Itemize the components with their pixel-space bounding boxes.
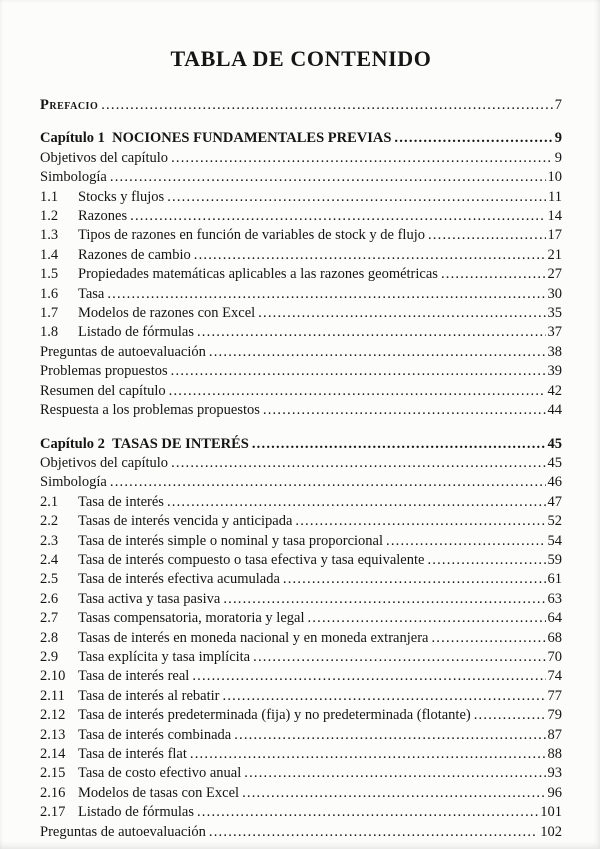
entry-label: Tasa de interés bbox=[78, 493, 164, 510]
entry-label: Simbología bbox=[40, 474, 107, 491]
page-number: 54 bbox=[547, 532, 562, 549]
page-number: 68 bbox=[547, 629, 562, 646]
dot-leader bbox=[234, 726, 545, 745]
entry-number: 2.5 bbox=[40, 571, 59, 588]
entry-number: 1.5 bbox=[40, 266, 59, 283]
dot-leader bbox=[263, 401, 546, 420]
entry-label: Preguntas de autoevaluación bbox=[40, 823, 206, 840]
entry-number: 2.10 bbox=[40, 668, 66, 685]
toc-entry bbox=[40, 168, 562, 187]
dot-leader bbox=[101, 96, 553, 115]
entry-number: 2.2 bbox=[40, 513, 59, 530]
entry-label: Tasa de interés compuesto o tasa efectiva y tasa equivalente bbox=[78, 551, 425, 568]
toc-entry bbox=[40, 803, 562, 822]
page-number: 37 bbox=[547, 324, 562, 341]
dot-leader bbox=[223, 590, 545, 609]
entry-label: Tasa bbox=[78, 285, 105, 302]
page-number: 74 bbox=[547, 668, 562, 685]
page-number: 45 bbox=[547, 454, 562, 471]
entry-label: Tasa de interés real bbox=[78, 668, 190, 685]
dot-leader bbox=[253, 648, 545, 667]
entry-label: Objetivos del capítulo bbox=[40, 454, 169, 471]
page-number: 102 bbox=[540, 823, 562, 840]
entry-number: 2.8 bbox=[40, 629, 59, 646]
entry-number: 2.13 bbox=[40, 726, 66, 743]
entry-number: 2.6 bbox=[40, 590, 59, 607]
dot-leader bbox=[209, 343, 546, 362]
page-number: 35 bbox=[547, 305, 562, 322]
toc-entry bbox=[40, 667, 562, 686]
toc-entry bbox=[40, 764, 562, 783]
page-number: 70 bbox=[547, 648, 562, 665]
entry-label: Tasa de interés efectiva acumulada bbox=[78, 571, 280, 588]
entry-number: 1.2 bbox=[40, 208, 59, 225]
entry-label: Problemas propuestos bbox=[40, 363, 168, 380]
dot-leader bbox=[190, 745, 546, 764]
dot-leader bbox=[295, 512, 545, 531]
dot-leader bbox=[167, 188, 546, 207]
entry-label: Modelos de razones con Excel bbox=[78, 305, 256, 322]
toc-entry bbox=[40, 745, 562, 764]
toc-entry bbox=[40, 823, 562, 842]
dot-leader bbox=[167, 493, 546, 512]
entry-number: 2.1 bbox=[40, 493, 59, 510]
page-number: 38 bbox=[547, 343, 562, 360]
entry-label: Listado de fórmulas bbox=[78, 324, 194, 341]
entry-label: Tasas de interés en moneda nacional y en moneda extranjera bbox=[78, 629, 429, 646]
entry-label: Tasa de interés simple o nominal y tasa proporcional bbox=[78, 532, 384, 549]
entry-number: 2.3 bbox=[40, 532, 59, 549]
page-title: TABLA DE CONTENIDO bbox=[170, 46, 432, 71]
dot-leader bbox=[307, 609, 545, 628]
toc-entry bbox=[40, 401, 562, 420]
page-number: 87 bbox=[547, 726, 562, 743]
page-number: 14 bbox=[547, 208, 562, 225]
entry-label: Capítulo 1 NOCIONES FUNDAMENTALES PREVIAS bbox=[40, 130, 392, 147]
entry-number: 1.4 bbox=[40, 246, 59, 263]
dot-leader bbox=[474, 706, 546, 725]
entry-label: Tasas de interés vencida y anticipada bbox=[78, 513, 293, 530]
entry-number: 2.17 bbox=[40, 804, 66, 821]
entry-label: Tasa explícita y tasa implícita bbox=[78, 648, 251, 665]
page-number: 47 bbox=[547, 493, 562, 510]
toc-entry bbox=[40, 648, 562, 667]
dot-leader bbox=[431, 629, 545, 648]
dot-leader bbox=[394, 129, 552, 148]
entry-label: Modelos de tasas con Excel bbox=[78, 784, 240, 801]
entry-number: 2.11 bbox=[40, 687, 65, 704]
toc-entry bbox=[40, 362, 562, 381]
dot-leader bbox=[192, 667, 545, 686]
entry-label: Propiedades matemáticas aplicables a las razones geométricas bbox=[78, 266, 438, 283]
page-number: 59 bbox=[547, 551, 562, 568]
entry-number: 2.12 bbox=[40, 707, 66, 724]
toc-entry bbox=[40, 706, 562, 725]
toc-chapter-entry bbox=[40, 435, 562, 454]
page-number: 64 bbox=[547, 610, 562, 627]
dot-leader bbox=[252, 435, 546, 454]
dot-leader bbox=[110, 168, 546, 187]
toc-entry bbox=[40, 285, 562, 304]
dot-leader bbox=[441, 265, 546, 284]
toc-entry bbox=[40, 96, 562, 115]
toc-entry bbox=[40, 784, 562, 803]
entry-label: Tipos de razones en función de variables de stock y de flujo bbox=[78, 227, 425, 244]
entry-label: Simbología bbox=[40, 169, 107, 186]
page-number: 42 bbox=[547, 382, 562, 399]
dot-leader bbox=[130, 207, 545, 226]
toc-entry bbox=[40, 570, 562, 589]
page-number: 52 bbox=[547, 513, 562, 530]
entry-label: Preguntas de autoevaluación bbox=[40, 343, 206, 360]
page-number: 7 bbox=[554, 97, 562, 113]
toc-entry bbox=[40, 304, 562, 323]
page-number: 9 bbox=[554, 149, 562, 166]
toc-entry bbox=[40, 551, 562, 570]
entry-number: 1.6 bbox=[40, 285, 59, 302]
dot-leader bbox=[283, 570, 546, 589]
entry-number: 1.8 bbox=[40, 324, 59, 341]
dot-leader bbox=[110, 473, 546, 492]
toc-entry bbox=[40, 226, 562, 245]
entry-number: 1.7 bbox=[40, 305, 59, 322]
page-number: 61 bbox=[547, 571, 562, 588]
toc-entry bbox=[40, 629, 562, 648]
entry-number: 2.16 bbox=[40, 784, 66, 801]
dot-leader bbox=[197, 803, 538, 822]
dot-leader bbox=[197, 323, 546, 342]
entry-number: 1.3 bbox=[40, 227, 59, 244]
dot-leader bbox=[242, 784, 545, 803]
entry-label: Capítulo 2 TASAS DE INTERÉS bbox=[40, 435, 249, 452]
page-number: 77 bbox=[547, 687, 562, 704]
page-number: 79 bbox=[547, 707, 562, 724]
page-number: 17 bbox=[547, 227, 562, 244]
dot-leader bbox=[169, 382, 546, 401]
page-number: 44 bbox=[547, 402, 562, 419]
entry-number: 2.14 bbox=[40, 746, 66, 762]
toc-entry bbox=[40, 265, 562, 284]
dot-leader bbox=[223, 687, 546, 706]
toc-entry bbox=[40, 454, 562, 473]
toc-entry bbox=[40, 343, 562, 362]
page-number: 30 bbox=[547, 285, 562, 302]
toc-entry bbox=[40, 532, 562, 551]
toc-entry bbox=[40, 207, 562, 226]
entry-label: Razones de cambio bbox=[78, 246, 191, 263]
toc-entry bbox=[40, 323, 562, 342]
page-number: 88 bbox=[547, 746, 562, 762]
entry-label: Tasa activa y tasa pasiva bbox=[78, 590, 221, 607]
dot-leader bbox=[386, 532, 545, 551]
toc-chapter-entry bbox=[40, 129, 562, 148]
toc-entry bbox=[40, 687, 562, 706]
toc-entry bbox=[40, 149, 562, 168]
entry-number: 1.1 bbox=[40, 188, 59, 205]
toc-entry bbox=[40, 188, 562, 207]
dot-leader bbox=[194, 246, 546, 265]
entry-label: Tasas compensatoria, moratoria y legal bbox=[78, 610, 305, 627]
entry-number: 2.9 bbox=[40, 648, 59, 665]
dot-leader bbox=[427, 551, 545, 570]
entry-label: Tasa de costo efectivo anual bbox=[78, 765, 242, 782]
toc-entry bbox=[40, 382, 562, 401]
toc-entry bbox=[40, 512, 562, 531]
page-number: 63 bbox=[547, 590, 562, 607]
entry-label: Tasa de interés flat bbox=[78, 746, 187, 762]
toc-entry bbox=[40, 493, 562, 512]
page-number: 96 bbox=[547, 784, 562, 801]
dot-leader bbox=[428, 226, 546, 245]
entry-label: Listado de fórmulas bbox=[78, 804, 194, 821]
entry-label: Prefacio bbox=[40, 97, 99, 113]
page-number: 9 bbox=[554, 130, 562, 147]
entry-label: Razones bbox=[78, 208, 128, 225]
page-number: 10 bbox=[547, 169, 562, 186]
page-number: 11 bbox=[548, 188, 562, 205]
dot-leader bbox=[107, 285, 545, 304]
dot-leader bbox=[171, 149, 553, 168]
toc-entry bbox=[40, 726, 562, 745]
entry-label: Tasa de interés al rebatir bbox=[78, 687, 220, 704]
toc-entry bbox=[40, 590, 562, 609]
dot-leader bbox=[171, 362, 546, 381]
page-number: 27 bbox=[547, 266, 562, 283]
dot-leader bbox=[258, 304, 545, 323]
page-number: 45 bbox=[547, 435, 562, 452]
toc-entry bbox=[40, 246, 562, 265]
entry-label: Objetivos del capítulo bbox=[40, 149, 169, 166]
page-number: 101 bbox=[540, 804, 562, 821]
entry-number: 2.4 bbox=[40, 551, 59, 568]
entry-label: Tasa de interés combinada bbox=[78, 726, 232, 743]
toc-list bbox=[40, 96, 562, 842]
entry-number: 2.15 bbox=[40, 765, 66, 782]
toc-entry bbox=[40, 609, 562, 628]
page-number: 21 bbox=[547, 246, 562, 263]
page-number: 93 bbox=[547, 765, 562, 782]
entry-label: Tasa de interés predeterminada (fija) y no predeterminada (flotante) bbox=[78, 707, 471, 724]
entry-label: Respuesta a los problemas propuestos bbox=[40, 402, 260, 419]
page-number: 46 bbox=[547, 474, 562, 491]
entry-label: Stocks y flujos bbox=[78, 188, 165, 205]
entry-label: Resumen del capítulo bbox=[40, 382, 166, 399]
page-number: 39 bbox=[547, 363, 562, 380]
dot-leader bbox=[244, 764, 545, 783]
dot-leader bbox=[209, 823, 538, 842]
dot-leader bbox=[171, 454, 545, 473]
entry-number: 2.7 bbox=[40, 610, 59, 627]
toc-entry bbox=[40, 473, 562, 492]
